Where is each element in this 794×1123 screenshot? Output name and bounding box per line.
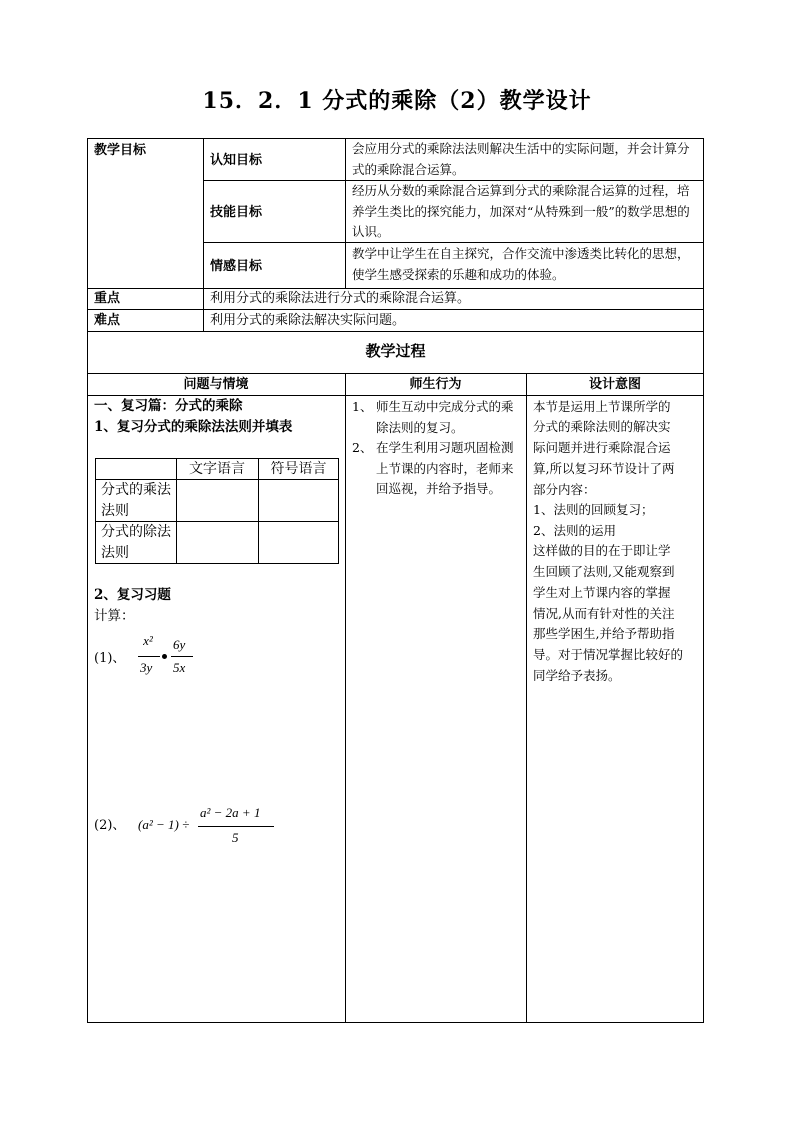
ex2-numerator: a² − 2a + 1	[200, 805, 261, 820]
exercise-2-label: (2)、	[94, 818, 126, 833]
column-header-intent: 设计意图	[588, 377, 641, 392]
multiply-dot-icon	[162, 654, 167, 659]
intent-line-5: 部分内容：	[533, 482, 596, 497]
ex2-denominator: 5	[232, 830, 239, 845]
goal-emotion-text: 教学中让学生在自主探究，合作交流中渗透类比转化的思想，使学生感受探索的乐趣和成功的体验。	[352, 246, 690, 282]
ex1-denominator-2: 5x	[173, 660, 186, 675]
intent-line-11: 情况,从而有针对性的关注	[533, 606, 675, 621]
intent-line-2: 分式的乘除法则的解决实	[533, 419, 671, 434]
exercise-subtitle: 2、复习习题	[94, 587, 171, 603]
exercise-1-label: (1)、	[94, 651, 126, 666]
ex1-numerator-1: x²	[143, 633, 153, 648]
behavior-2-text: 在学生利用习题巩固检测上节课的内容时，老师来回巡视，并给予指导。	[376, 440, 514, 496]
goal-skill-name: 技能目标	[210, 205, 263, 220]
fill-table-row-divide: 分式的除法法则	[101, 524, 171, 561]
fill-table-row-multiply: 分式的乘法法则	[101, 482, 171, 519]
intent-line-13: 导。对于情况掌握比较好的	[533, 647, 684, 662]
fill-table-header-symbol: 符号语言	[270, 461, 327, 477]
goal-cognitive-text: 会应用分式的乘除法法则解决生活中的实际问题，并会计算分式的乘除混合运算。	[352, 141, 690, 177]
key-point-text: 利用分式的乘除法进行分式的乘除混合运算。	[210, 291, 471, 306]
goal-skill-text: 经历从分数的乘除混合运算到分式的乘除混合运算的过程，培养学生类比的探究能力，加深对“从特殊到一般”的数学思想的认识。	[352, 183, 690, 239]
process-title: 教学过程	[365, 342, 426, 360]
column-header-behavior: 师生行为	[409, 377, 462, 392]
ex1-numerator-2: 6y	[173, 637, 186, 652]
intent-line-10: 学生对上节课内容的掌握	[533, 585, 671, 600]
goal-cognitive-name: 认知目标	[210, 153, 263, 168]
intent-line-6: 1、法则的回顾复习；	[533, 502, 654, 517]
ex2-left-term: (a² − 1) ÷	[138, 817, 190, 832]
intent-line-7: 2、法则的运用	[533, 523, 616, 538]
behavior-1-text: 师生互动中完成分式的乘除法则的复习。	[376, 399, 514, 435]
column-header-problem: 问题与情境	[183, 377, 249, 392]
goals-label: 教学目标	[94, 143, 147, 158]
key-point-label: 重点	[94, 291, 121, 306]
behavior-2-number: 2、	[352, 440, 373, 455]
fill-table-header-text: 文字语言	[189, 461, 245, 477]
intent-line-12: 那些学困生,并给予帮助指	[533, 626, 675, 641]
page-title: 15．2．1 分式的乘除（2）教学设计	[202, 88, 592, 114]
behavior-1-number: 1、	[352, 399, 373, 414]
intent-line-14: 同学给予表扬。	[533, 668, 621, 683]
intent-line-8: 这样做的目的在于即让学	[533, 543, 671, 558]
goal-emotion-name: 情感目标	[210, 259, 263, 274]
intent-line-3: 际问题并进行乘除混合运	[533, 440, 671, 455]
difficulty-label: 难点	[94, 313, 121, 328]
intent-line-4: 算,所以复习环节设计了两	[533, 461, 675, 476]
section-title: 一、复习篇：分式的乘除	[94, 398, 243, 414]
review-subtitle: 1、复习分式的乘除法法则并填表	[94, 419, 293, 435]
difficulty-text: 利用分式的乘除法解决实际问题。	[210, 313, 406, 328]
calc-label: 计算：	[94, 608, 135, 624]
intent-line-9: 生回顾了法则,又能观察到	[533, 564, 675, 579]
intent-line-1: 本节是运用上节课所学的	[533, 399, 671, 414]
ex1-denominator-1: 3y	[140, 660, 153, 675]
